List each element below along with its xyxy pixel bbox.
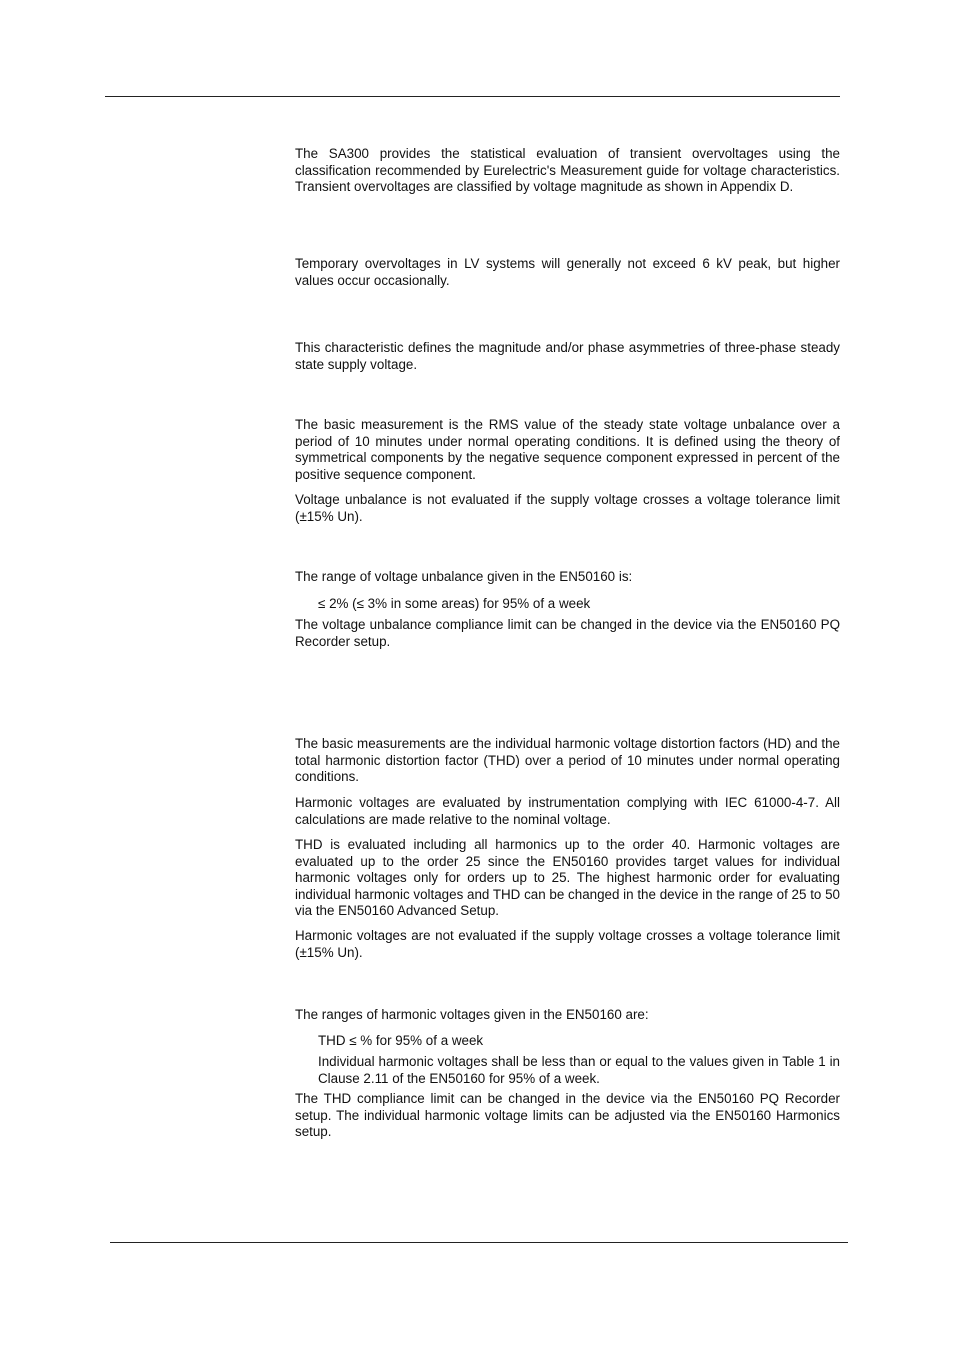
paragraph-unbalance-compliance: The voltage unbalance compliance limit can be changed in the device via the EN50160 PQ Recorder setup.	[295, 617, 840, 649]
paragraph-harmonic-range-intro: The ranges of harmonic voltages given in the EN50160 are:	[295, 1007, 649, 1022]
paragraph-unbalance-measurement: The basic measurement is the RMS value of the steady state voltage unbalance over a period of 10 minutes under normal operating conditions. It is defined using the theory of symmetrical components by the negative sequence component expressed in percent of the positive sequence component.	[295, 417, 840, 482]
list-item-unbalance-limit: ≤ 2% (≤ 3% in some areas) for 95% of a week	[318, 596, 591, 611]
footer-rule	[110, 1242, 848, 1243]
paragraph-harmonic-tolerance: Harmonic voltages are not evaluated if the supply voltage crosses a voltage tolerance limit (±15% Un).	[295, 928, 840, 960]
paragraph-unbalance-definition: This characteristic defines the magnitude and/or phase asymmetries of three-phase steady state supply voltage.	[295, 340, 840, 372]
list-item-individual-harmonics: Individual harmonic voltages shall be less than or equal to the values given in Table 1 in Clause 2.11 of the EN50160 for 95% of a week.	[318, 1054, 840, 1086]
paragraph-transient-overvoltages: The SA300 provides the statistical evaluation of transient overvoltages using the classification recommended by Eurelectric's Measurement guide for voltage characteristics. Transient overvoltages are classified by voltage magnitude as shown in Appendix D.	[295, 146, 840, 195]
paragraph-unbalance-range-intro: The range of voltage unbalance given in the EN50160 is:	[295, 569, 633, 584]
paragraph-harmonic-instrumentation: Harmonic voltages are evaluated by instrumentation complying with IEC 61000-4-7. All calculations are made relative to the nominal voltage.	[295, 795, 840, 827]
paragraph-temporary-overvoltages: Temporary overvoltages in LV systems will generally not exceed 6 kV peak, but higher values occur occasionally.	[295, 256, 840, 288]
paragraph-unbalance-tolerance: Voltage unbalance is not evaluated if the supply voltage crosses a voltage tolerance limit (±15% Un).	[295, 492, 840, 524]
list-item-thd-limit: THD ≤ % for 95% of a week	[318, 1033, 484, 1048]
paragraph-harmonic-measurements: The basic measurements are the individual harmonic voltage distortion factors (HD) and the total harmonic distortion factor (THD) over a period of 10 minutes under normal operating conditions.	[295, 736, 840, 785]
paragraph-thd-evaluation: THD is evaluated including all harmonics up to the order 40. Harmonic voltages are evaluated up to the order 25 since the EN50160 provides target values for individual harmonic voltages only for orders up to 25. The highest harmonic order for evaluating individual harmonic voltages and THD can be changed in the device in the range of 25 to 50 via the EN50160 Advanced Setup.	[295, 837, 840, 919]
header-rule	[105, 96, 840, 97]
paragraph-thd-compliance: The THD compliance limit can be changed in the device via the EN50160 PQ Recorder setup. The individual harmonic voltage limits can be adjusted via the EN50160 Harmonics setup.	[295, 1091, 840, 1140]
